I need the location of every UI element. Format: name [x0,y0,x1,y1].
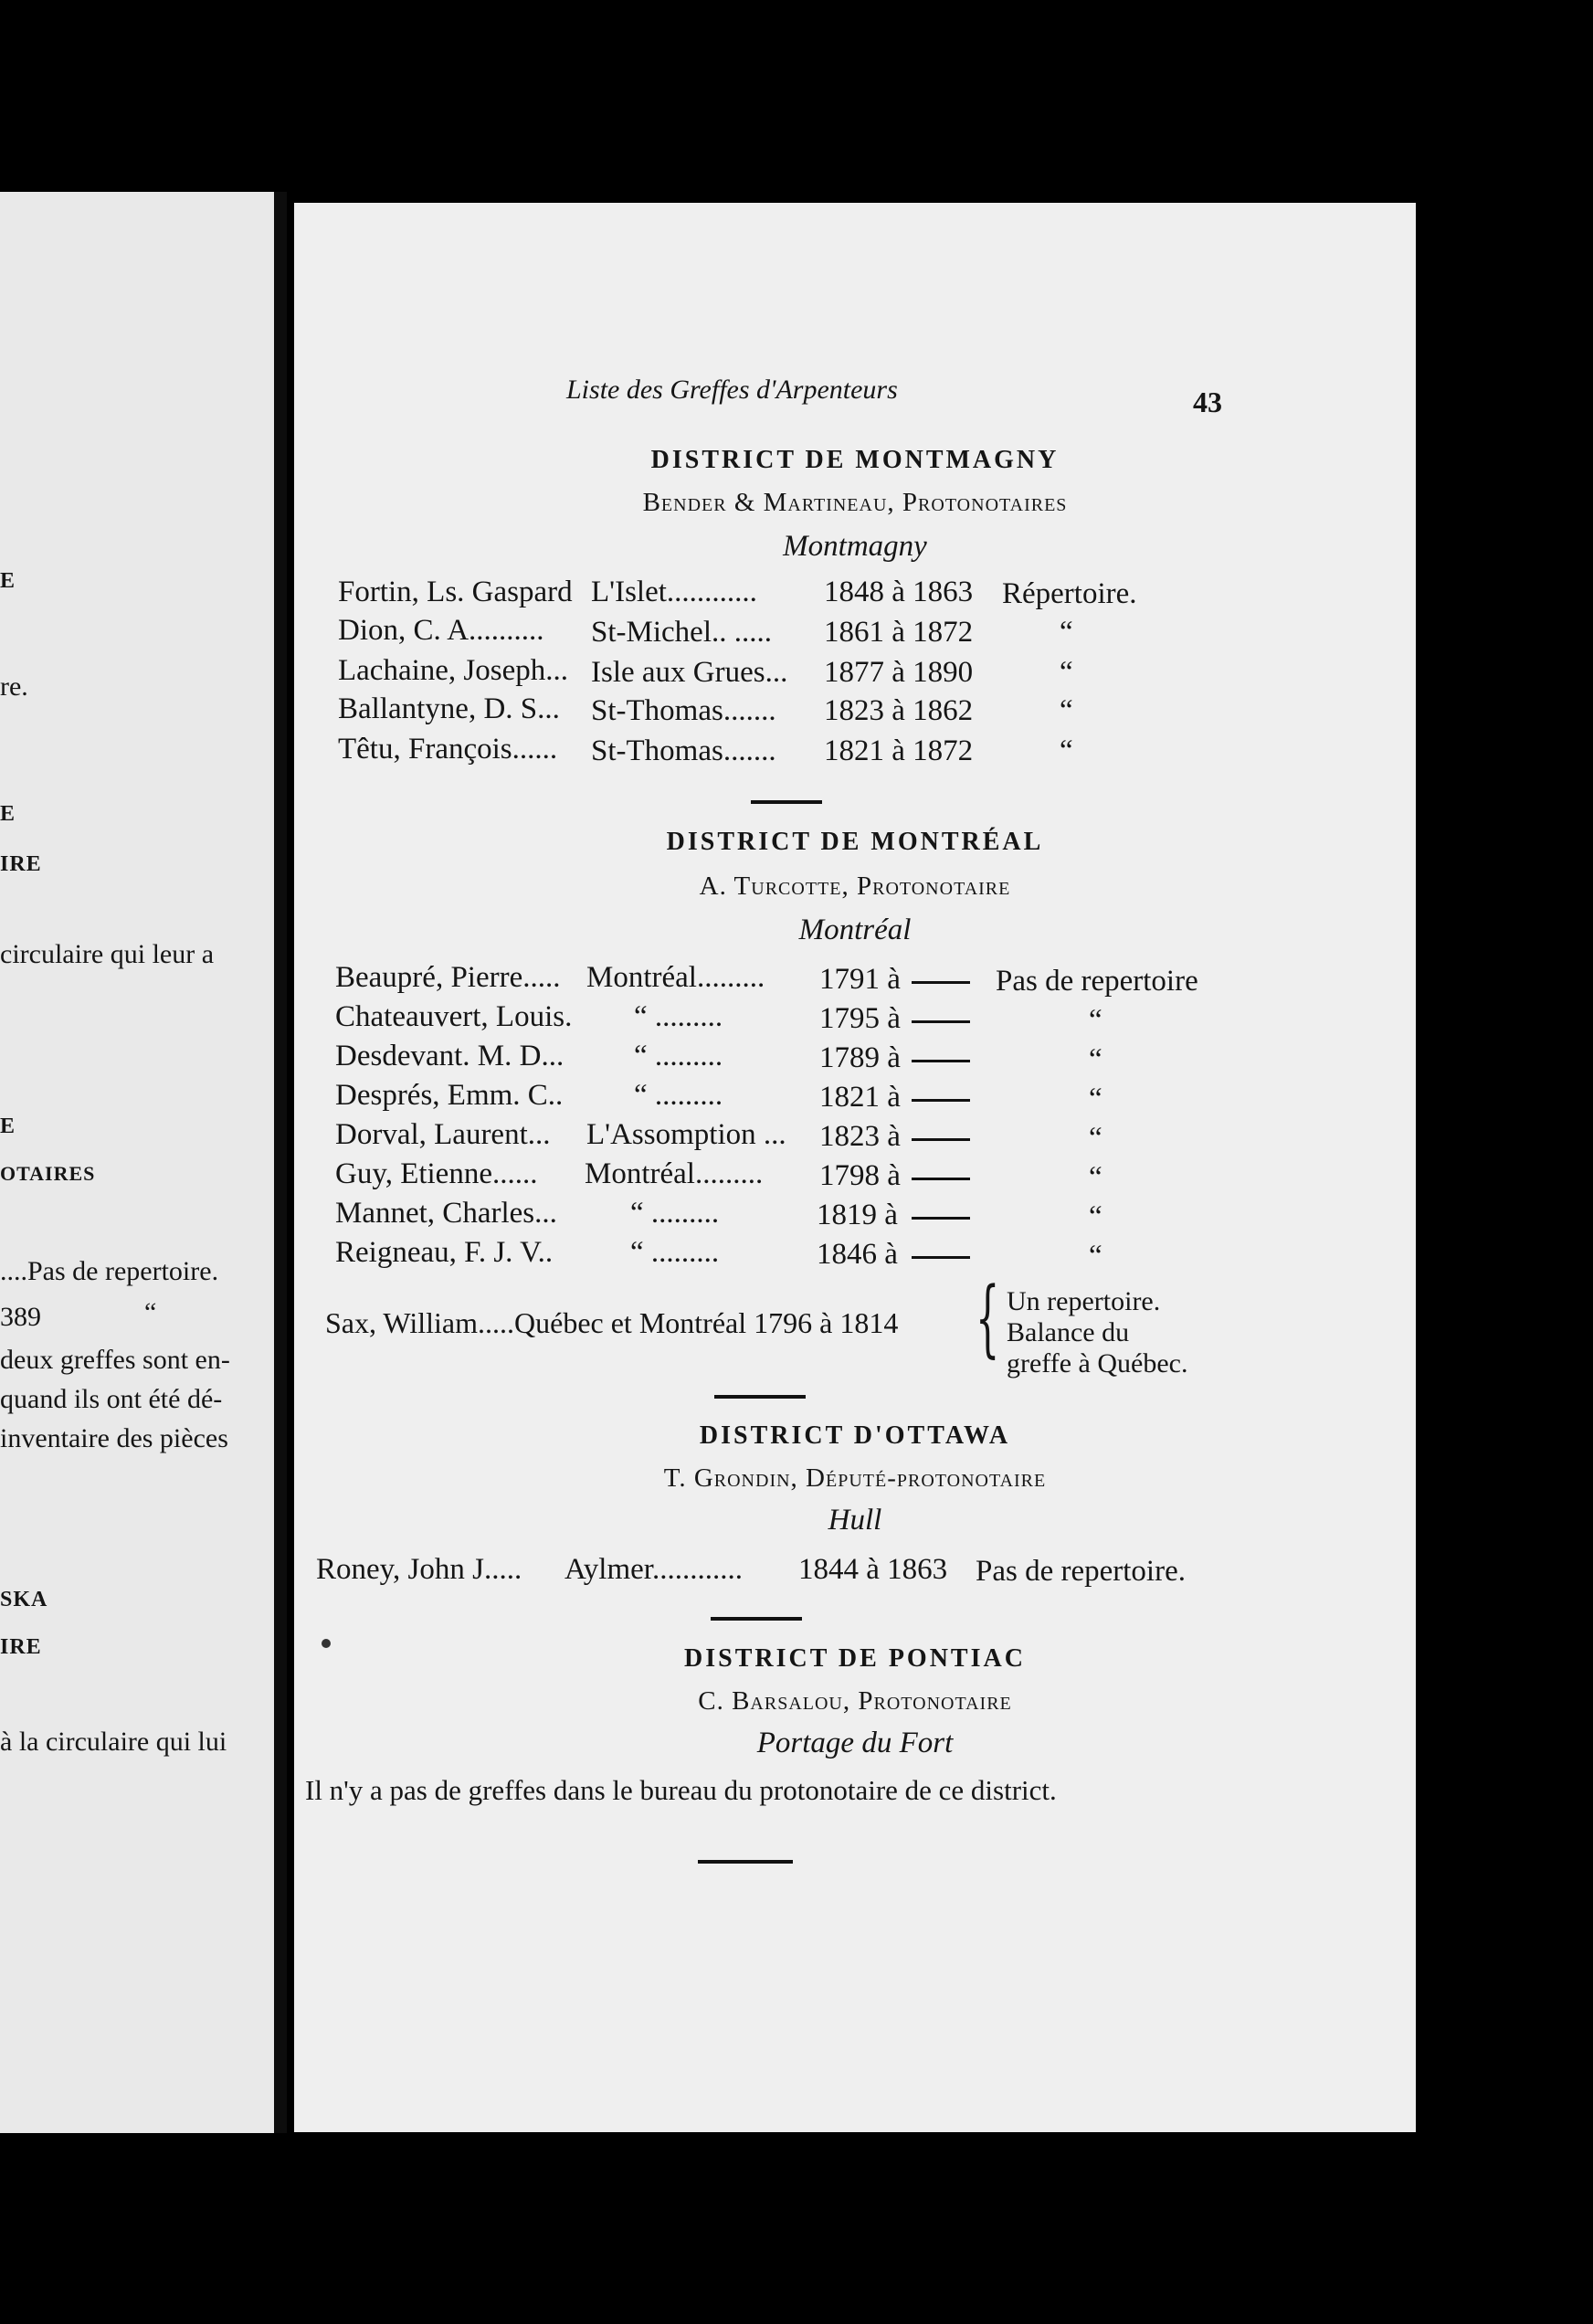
surveyor-place: “ ......... [634,1040,723,1072]
left-line: E [0,1114,16,1138]
surveyor-note: Pas de repertoire [996,965,1198,998]
open-date-dash [912,1217,970,1220]
surveyor-place: St-Thomas....... [591,694,776,727]
surveyor-place: L'Islet............ [591,576,757,608]
left-line: quand ils ont été dé- [0,1384,223,1414]
open-date-dash [912,981,970,984]
place-montmagny: Montmagny [783,530,927,563]
surveyor-place: “ ......... [630,1236,720,1269]
sax-note-line: Un repertoire. [1007,1286,1161,1316]
surveyor-years: 1861 à 1872 [824,616,974,649]
left-line: inventaire des pièces [0,1423,228,1453]
surveyor-note: Pas de repertoire. [976,1555,1186,1588]
surveyor-note: “ [1089,1122,1102,1155]
surveyor-place: “ ......... [630,1197,720,1230]
open-date-dash [912,1020,970,1023]
left-line: SKA [0,1588,48,1611]
surveyor-year: 1791 à [819,963,901,996]
surveyor-place: L'Assomption ... [586,1118,786,1151]
pontiac-note: Il n'y a pas de greffes dans le bureau du protonotaire de ce district. [305,1774,1057,1806]
surveyor-year: 1798 à [819,1159,901,1192]
surveyor-year: 1821 à [819,1081,901,1114]
surveyor-years: 1848 à 1863 [824,576,974,608]
surveyor-name: Roney, John J..... [316,1553,522,1586]
surveyor-name: Ballantyne, D. S... [338,692,560,725]
brace-glyph: { [976,1269,1000,1367]
open-date-dash [912,1256,970,1259]
surveyor-name: Mannet, Charles... [335,1197,557,1230]
surveyor-year: 1846 à [817,1238,898,1271]
surveyor-name: Têtu, François...... [338,733,558,766]
surveyor-year: 1795 à [819,1002,901,1035]
surveyor-years: 1821 à 1872 [824,734,974,767]
district-heading-montmagny: DISTRICT DE MONTMAGNY [650,446,1060,474]
place-pontiac: Portage du Fort [756,1727,954,1759]
left-line: IRE [0,852,42,876]
surveyor-name: Dion, C. A.......... [338,614,544,647]
place-montreal: Montréal [798,914,912,946]
surveyor-year: 1789 à [819,1041,901,1074]
surveyor-place: “ ......... [634,1079,723,1112]
surveyor-place: Isle aux Grues... [591,656,788,689]
surveyor-name: Chateauvert, Louis. [335,1000,573,1033]
office-montreal: A. Turcotte, Protonotaire [699,872,1011,901]
surveyor-note: “ [1089,1083,1102,1115]
left-line: re. [0,671,28,702]
main-page [294,203,1416,2132]
district-heading-pontiac: DISTRICT DE PONTIAC [684,1644,1026,1673]
sax-note-line: Balance du [1007,1317,1130,1347]
gutter-rule [274,192,287,2133]
left-line: OTAIRES [0,1162,96,1185]
surveyor-place: Montréal......... [585,1157,764,1190]
surveyor-note: “ [1060,616,1073,649]
office-ottawa: T. Grondin, Député-protonotaire [663,1463,1047,1493]
surveyor-note: “ [1089,1043,1102,1076]
district-heading-montreal: DISTRICT DE MONTRÉAL [666,828,1044,856]
left-page-fragment [0,192,274,2133]
surveyor-years: 1844 à 1863 [798,1553,948,1586]
place-ottawa: Hull [828,1504,882,1537]
office-pontiac: C. Barsalou, Protonotaire [698,1686,1012,1716]
surveyor-note: “ [1060,656,1073,689]
surveyor-name: Guy, Etienne...... [335,1157,538,1190]
surveyor-name: Beaupré, Pierre..... [335,961,561,994]
surveyor-year: 1819 à [817,1199,898,1231]
section-rule [751,800,822,804]
surveyor-place: St-Michel.. ..... [591,616,772,649]
surveyor-note: “ [1060,694,1073,727]
left-line: IRE [0,1635,42,1659]
surveyor-place: Montréal......... [586,961,765,994]
surveyor-note: Répertoire. [1002,577,1137,610]
left-line: E [0,802,16,826]
page-number: 43 [1193,386,1222,418]
running-head-title: Liste des Greffes d'Arpenteurs [566,375,898,405]
office-montmagny: Bender & Martineau, Protonotaires [642,488,1068,517]
surveyor-name: Reigneau, F. J. V.. [335,1236,554,1269]
surveyor-entry: Sax, William.....Québec et Montréal 1796 à 1814 [325,1306,899,1339]
open-date-dash [912,1138,970,1141]
surveyor-note: “ [1089,1161,1102,1194]
left-line: “ [144,1297,157,1327]
surveyor-note: “ [1089,1200,1102,1233]
left-line: à la circulaire qui lui [0,1727,227,1757]
surveyor-place: “ ......... [634,1000,723,1033]
surveyor-years: 1877 à 1890 [824,656,974,689]
surveyor-note: “ [1089,1240,1102,1273]
surveyor-place: Aylmer............ [564,1553,743,1586]
open-date-dash [912,1060,970,1062]
surveyor-year: 1823 à [819,1120,901,1153]
surveyor-note: “ [1060,734,1073,767]
sax-note-line: greffe à Québec. [1007,1348,1188,1379]
surveyor-name: Fortin, Ls. Gaspard [338,576,573,608]
surveyor-place: St-Thomas....... [591,734,776,767]
surveyor-name: Desdevant. M. D... [335,1040,564,1072]
open-date-dash [912,1099,970,1102]
surveyor-name: Lachaine, Joseph... [338,654,568,687]
left-line: circulaire qui leur a [0,939,215,969]
surveyor-name: Després, Emm. C.. [335,1079,564,1112]
surveyor-note: “ [1089,1004,1102,1037]
left-line: 389 [0,1302,41,1332]
section-rule [714,1395,806,1399]
open-date-dash [912,1178,970,1180]
left-line: ....Pas de repertoire. [0,1256,219,1286]
section-rule [711,1617,802,1621]
district-heading-ottawa: DISTRICT D'OTTAWA [699,1421,1011,1450]
surveyor-years: 1823 à 1862 [824,694,974,727]
left-line: deux greffes sont en- [0,1345,230,1375]
surveyor-name: Dorval, Laurent... [335,1118,551,1151]
left-line: E [0,569,16,593]
end-rule [698,1860,793,1864]
